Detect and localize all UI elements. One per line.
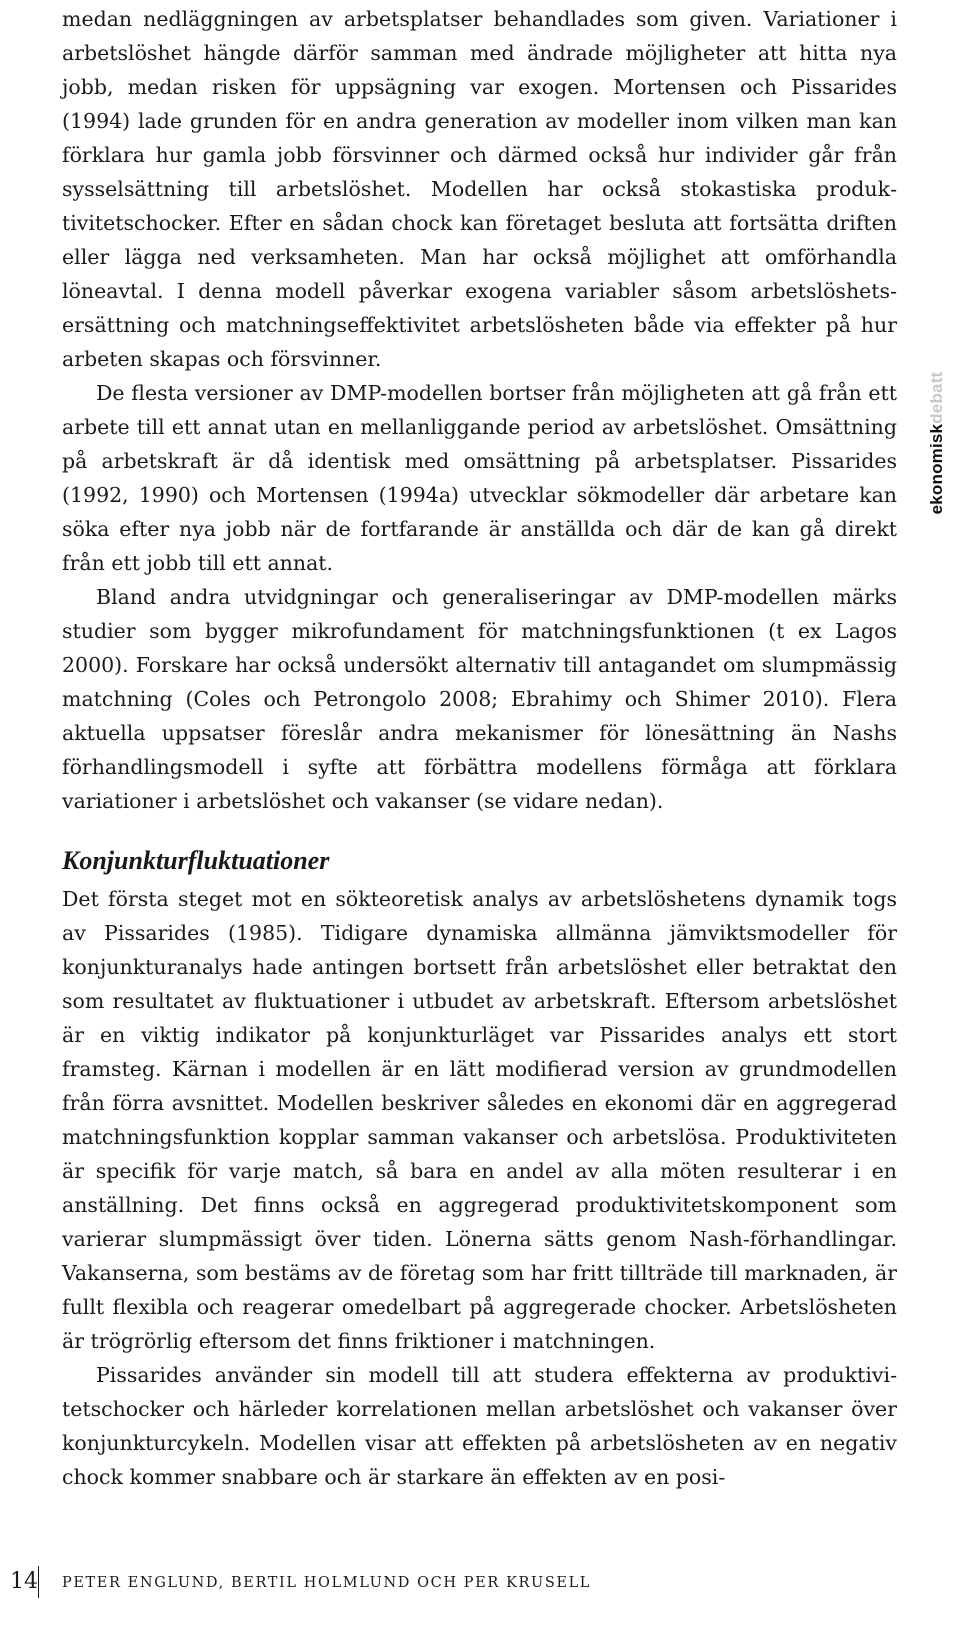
paragraph-3: Bland andra utvidgningar och generaliseringar av DMP-modellen märks studier som bygger mikrofundament för matchningsfunktionen (t ex Lagos 2000). Forskare har också undersökt alternativ till antagandet om slumpmässig matchning (Coles och Petrongolo 2008; Ebrahimy och Shimer 2010). Flera aktuella uppsatser föreslår andra mekanismer för lönesättning än Nashs förhandlingsmodell i syfte att förbättra modellens förmåga att förklara variationer i arbetslöshet och vakanser (se vidare nedan).	[62, 585, 897, 813]
side-label-ekonomisk: ekonomisk	[927, 423, 946, 515]
page-number: 14	[10, 1569, 38, 1594]
paragraph-5: Pissarides använder sin modell till att studera effekterna av produktivitetschocker och härleder korrelationen mellan arbetslöshet och vakanser över konjunkturcykeln. Modellen visar att effekten på arbetslösheten av en negativ chock kommer snabbare och är starkare än effekten av en posi-	[62, 1363, 897, 1489]
paragraph-1: medan nedläggningen av arbetsplatser behandlades som given. Variationer i arbetslöshet hängde därför samman med ändrade möjligheter att hitta nya jobb, medan risken för uppsägning var exogen. Mortensen och Pissarides (1994) lade grunden för en andra generation av modeller inom vilken man kan förklara hur gamla jobb försvinner och därmed också hur individer går från sysselsättning till arbetslöshet. Modellen har också stokastiska produktivitetschocker. Efter en sådan chock kan företaget besluta att fortsätta driften eller lägga ned verksamheten. Man har också möjlighet att omförhandla löneavtal. I denna modell påverkar exogena variabler såsom arbetslöshetsersättning och matchningseffektivitet arbetslösheten både via effekter på hur arbeten skapas och försvinner.	[62, 7, 897, 371]
journal-side-label	[927, 372, 947, 515]
paragraph-2: De flesta versioner av DMP-modellen bortser från möjligheten att gå från ett arbete till ett annat utan en mellanliggande period av arbetslöshet. Omsättning på arbetskraft är då identisk med omsättning på arbetsplatser. Pissarides (1992, 1990) och Mortensen (1994a) utvecklar sökmodeller där arbetare kan söka efter nya jobb när de fortfarande är anställda och där de kan gå direkt från ett jobb till ett annat.	[62, 381, 897, 575]
paragraph-4: Det första steget mot en sökteoretisk analys av arbetslöshetens dynamik togs av Pissarides (1985). Tidigare dynamiska allmänna jämviktsmodeller för konjunkturanalys hade antingen bortsett från arbetslöshet eller betraktat den som resultatet av fluktuationer i utbudet av arbetskraft. Eftersom arbetslöshet är en viktig indikator på konjunkturläget var Pissarides analys ett stort framsteg. Kärnan i modellen är en lätt modifierad version av grundmodellen från förra avsnittet. Modellen beskriver således en ekonomi där en aggregerad matchningsfunktion kopplar samman vakanser och arbetslösa. Produktiviteten är specifik för varje match, så bara en andel av alla möten resulterar i en anställning. Det finns också en aggregerad produktivitetskomponent som varierar slumpmässigt över tiden. Lönerna sätts genom Nash-förhandlingar. Vakanserna, som bestäms av de företag som har fritt tillträde till marknaden, är fullt flexibla och reagerar omedelbart på aggregerade chocker. Arbetslösheten är trögrörlig eftersom det finns friktioner i matchningen.	[62, 887, 897, 1353]
footer-divider	[38, 1566, 39, 1598]
side-label-debatt: debatt	[927, 371, 946, 424]
footer-authors: PETER ENGLUND, BERTIL HOLMLUND OCH PER KRUSELL	[62, 1575, 592, 1591]
body-text	[62, 2, 897, 1494]
section-heading: Konjunkturfluktuationer	[62, 846, 330, 875]
